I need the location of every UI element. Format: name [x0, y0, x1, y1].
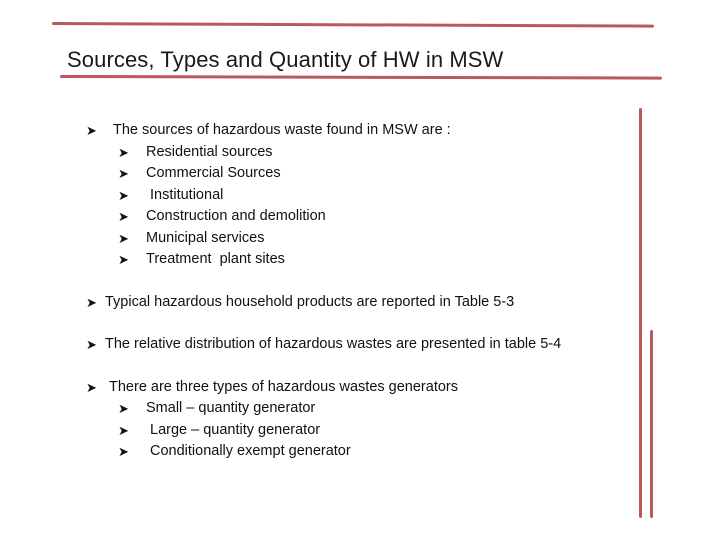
bullet-text: There are three types of hazardous wastes generators — [109, 378, 458, 395]
sub-bullet-text: Conditionally exempt generator — [150, 443, 351, 459]
arrow-bullet-icon: ➤ — [86, 123, 97, 138]
slide-content — [86, 120, 581, 463]
sub-bullet-generator — [86, 441, 581, 463]
arrow-bullet-icon: ➤ — [118, 252, 129, 267]
sub-bullet-text: Large – quantity generator — [150, 421, 321, 438]
bullet-distribution — [86, 334, 581, 356]
decorative-top-rule — [52, 22, 654, 28]
arrow-bullet-icon: ➤ — [86, 294, 97, 310]
sub-bullet-source — [86, 249, 581, 271]
sub-bullet-source — [86, 185, 581, 207]
bullet-text: The relative distribution of hazardous wastes are presented in table 5-4 — [105, 336, 562, 352]
bullet-products — [86, 292, 581, 314]
sub-bullet-text: Residential sources — [146, 143, 273, 160]
title-underline-rule — [60, 75, 662, 80]
arrow-bullet-icon: ➤ — [118, 187, 129, 203]
bullet-generators-intro — [86, 377, 581, 399]
arrow-bullet-icon: ➤ — [118, 401, 129, 416]
arrow-bullet-icon: ➤ — [118, 166, 129, 181]
arrow-bullet-icon: ➤ — [118, 422, 129, 438]
sub-bullet-text: Small – quantity generator — [146, 400, 316, 416]
arrow-bullet-icon: ➤ — [118, 209, 129, 224]
sub-bullet-source — [86, 206, 581, 228]
sub-bullet-text: Construction and demolition — [146, 208, 326, 224]
sub-bullet-source — [86, 142, 581, 164]
bullet-text: The sources of hazardous waste found in MSW are : — [113, 122, 451, 138]
arrow-bullet-icon: ➤ — [118, 144, 129, 160]
sub-bullet-generator — [86, 398, 581, 420]
slide-title: Sources, Types and Quantity of HW in MSW — [67, 47, 504, 72]
spacer — [86, 356, 581, 377]
sub-bullet-text: Commercial Sources — [146, 165, 281, 181]
bullet-sources-intro — [86, 120, 581, 142]
bullet-text: Typical hazardous household products are reported in Table 5-3 — [105, 293, 515, 310]
sub-bullet-source — [86, 163, 581, 185]
arrow-bullet-icon: ➤ — [118, 230, 129, 246]
sub-bullet-text: Treatment plant sites — [146, 251, 285, 267]
arrow-bullet-icon: ➤ — [86, 337, 97, 352]
spacer — [86, 313, 581, 334]
arrow-bullet-icon: ➤ — [118, 444, 129, 459]
spacer — [86, 271, 581, 292]
decorative-right-rule — [639, 108, 642, 518]
sub-bullet-source — [86, 228, 581, 250]
arrow-bullet-icon: ➤ — [86, 379, 97, 395]
sub-bullet-text: Municipal services — [146, 229, 265, 246]
sub-bullet-text: Institutional — [150, 186, 224, 203]
decorative-right-rule-secondary — [650, 330, 653, 518]
sub-bullet-generator — [86, 420, 581, 442]
